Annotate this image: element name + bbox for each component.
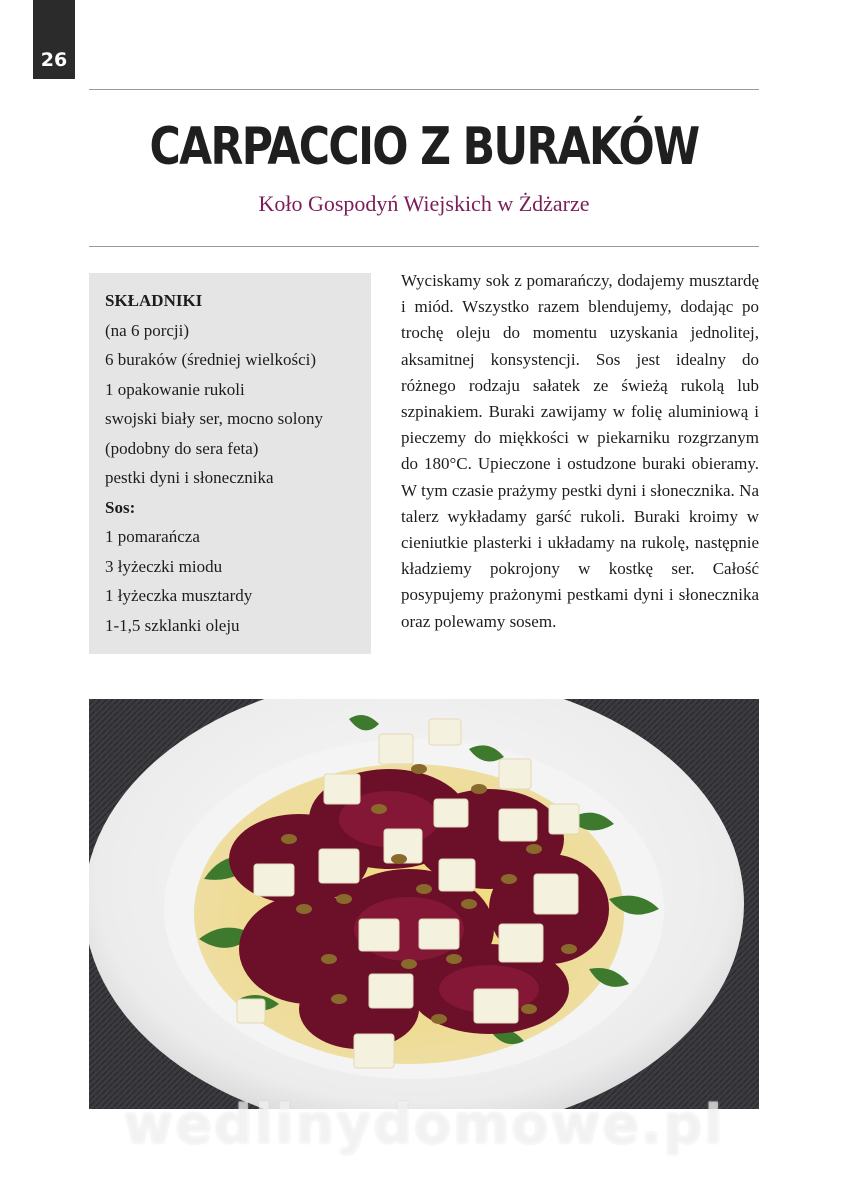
ingredient-line: (podobny do sera feta) [105,438,259,458]
top-divider [89,89,759,90]
dish-photo [89,699,759,1109]
page-number: 26 [33,0,75,79]
sauce-line: 3 łyżeczki miodu [105,556,223,576]
sauce-line: 1 pomarańcza [105,527,200,546]
dish-illustration [89,699,759,1109]
ingredient-line: 6 buraków (średniej wielkości) [105,350,317,369]
watermark-text: wedlinydomowe.pl [123,1093,725,1156]
ingredient-line: swojski biały ser, mocno solony [105,409,323,428]
method-text: Wyciskamy sok z pomarańczy, dodajemy musztardę i miód. Wszystko razem blendujemy, dodając po trochę oleju do momentu uzyskania jednolitej, aksamitnej konsystencji. Sos jest idealny do różnego rodzaju sałatek ze świeżą rukolą lub szpinakiem. Buraki zawijamy w folię aluminiową i pieczemy do miękkości w piekarniku rozgrzanym do 180°C. Upieczone i ostudzone buraki obieramy. W tym czasie prażymy pestki dyni i słonecznika. Na talerz wykładamy garść rukoli. Buraki kroimy w cieniutkie plasterki i układamy na rukolę, następnie kładziemy pokrojony w kostkę ser. Całość posypujemy prażonymi pestkami dyni i słonecznika oraz polewamy sosem. [401,271,759,631]
recipe-subtitle: Koło Gospodyń Wiejskich w Żdżarze [258,191,590,216]
ingredients-heading: SKŁADNIKI [105,291,203,310]
sauce-heading: Sos: [105,497,136,517]
ingredient-line: (na 6 porcji) [105,320,190,340]
recipe-title: CARPACCIO Z BURAKÓW [149,117,699,177]
ingredients-box [89,273,371,654]
sauce-line: 1-1,5 szklanki oleju [105,615,240,635]
bottom-divider [89,246,759,247]
ingredient-line: pestki dyni i słonecznika [105,468,274,487]
ingredient-line: 1 opakowanie rukoli [105,379,245,399]
sauce-line: 1 łyżeczka musztardy [105,586,253,605]
